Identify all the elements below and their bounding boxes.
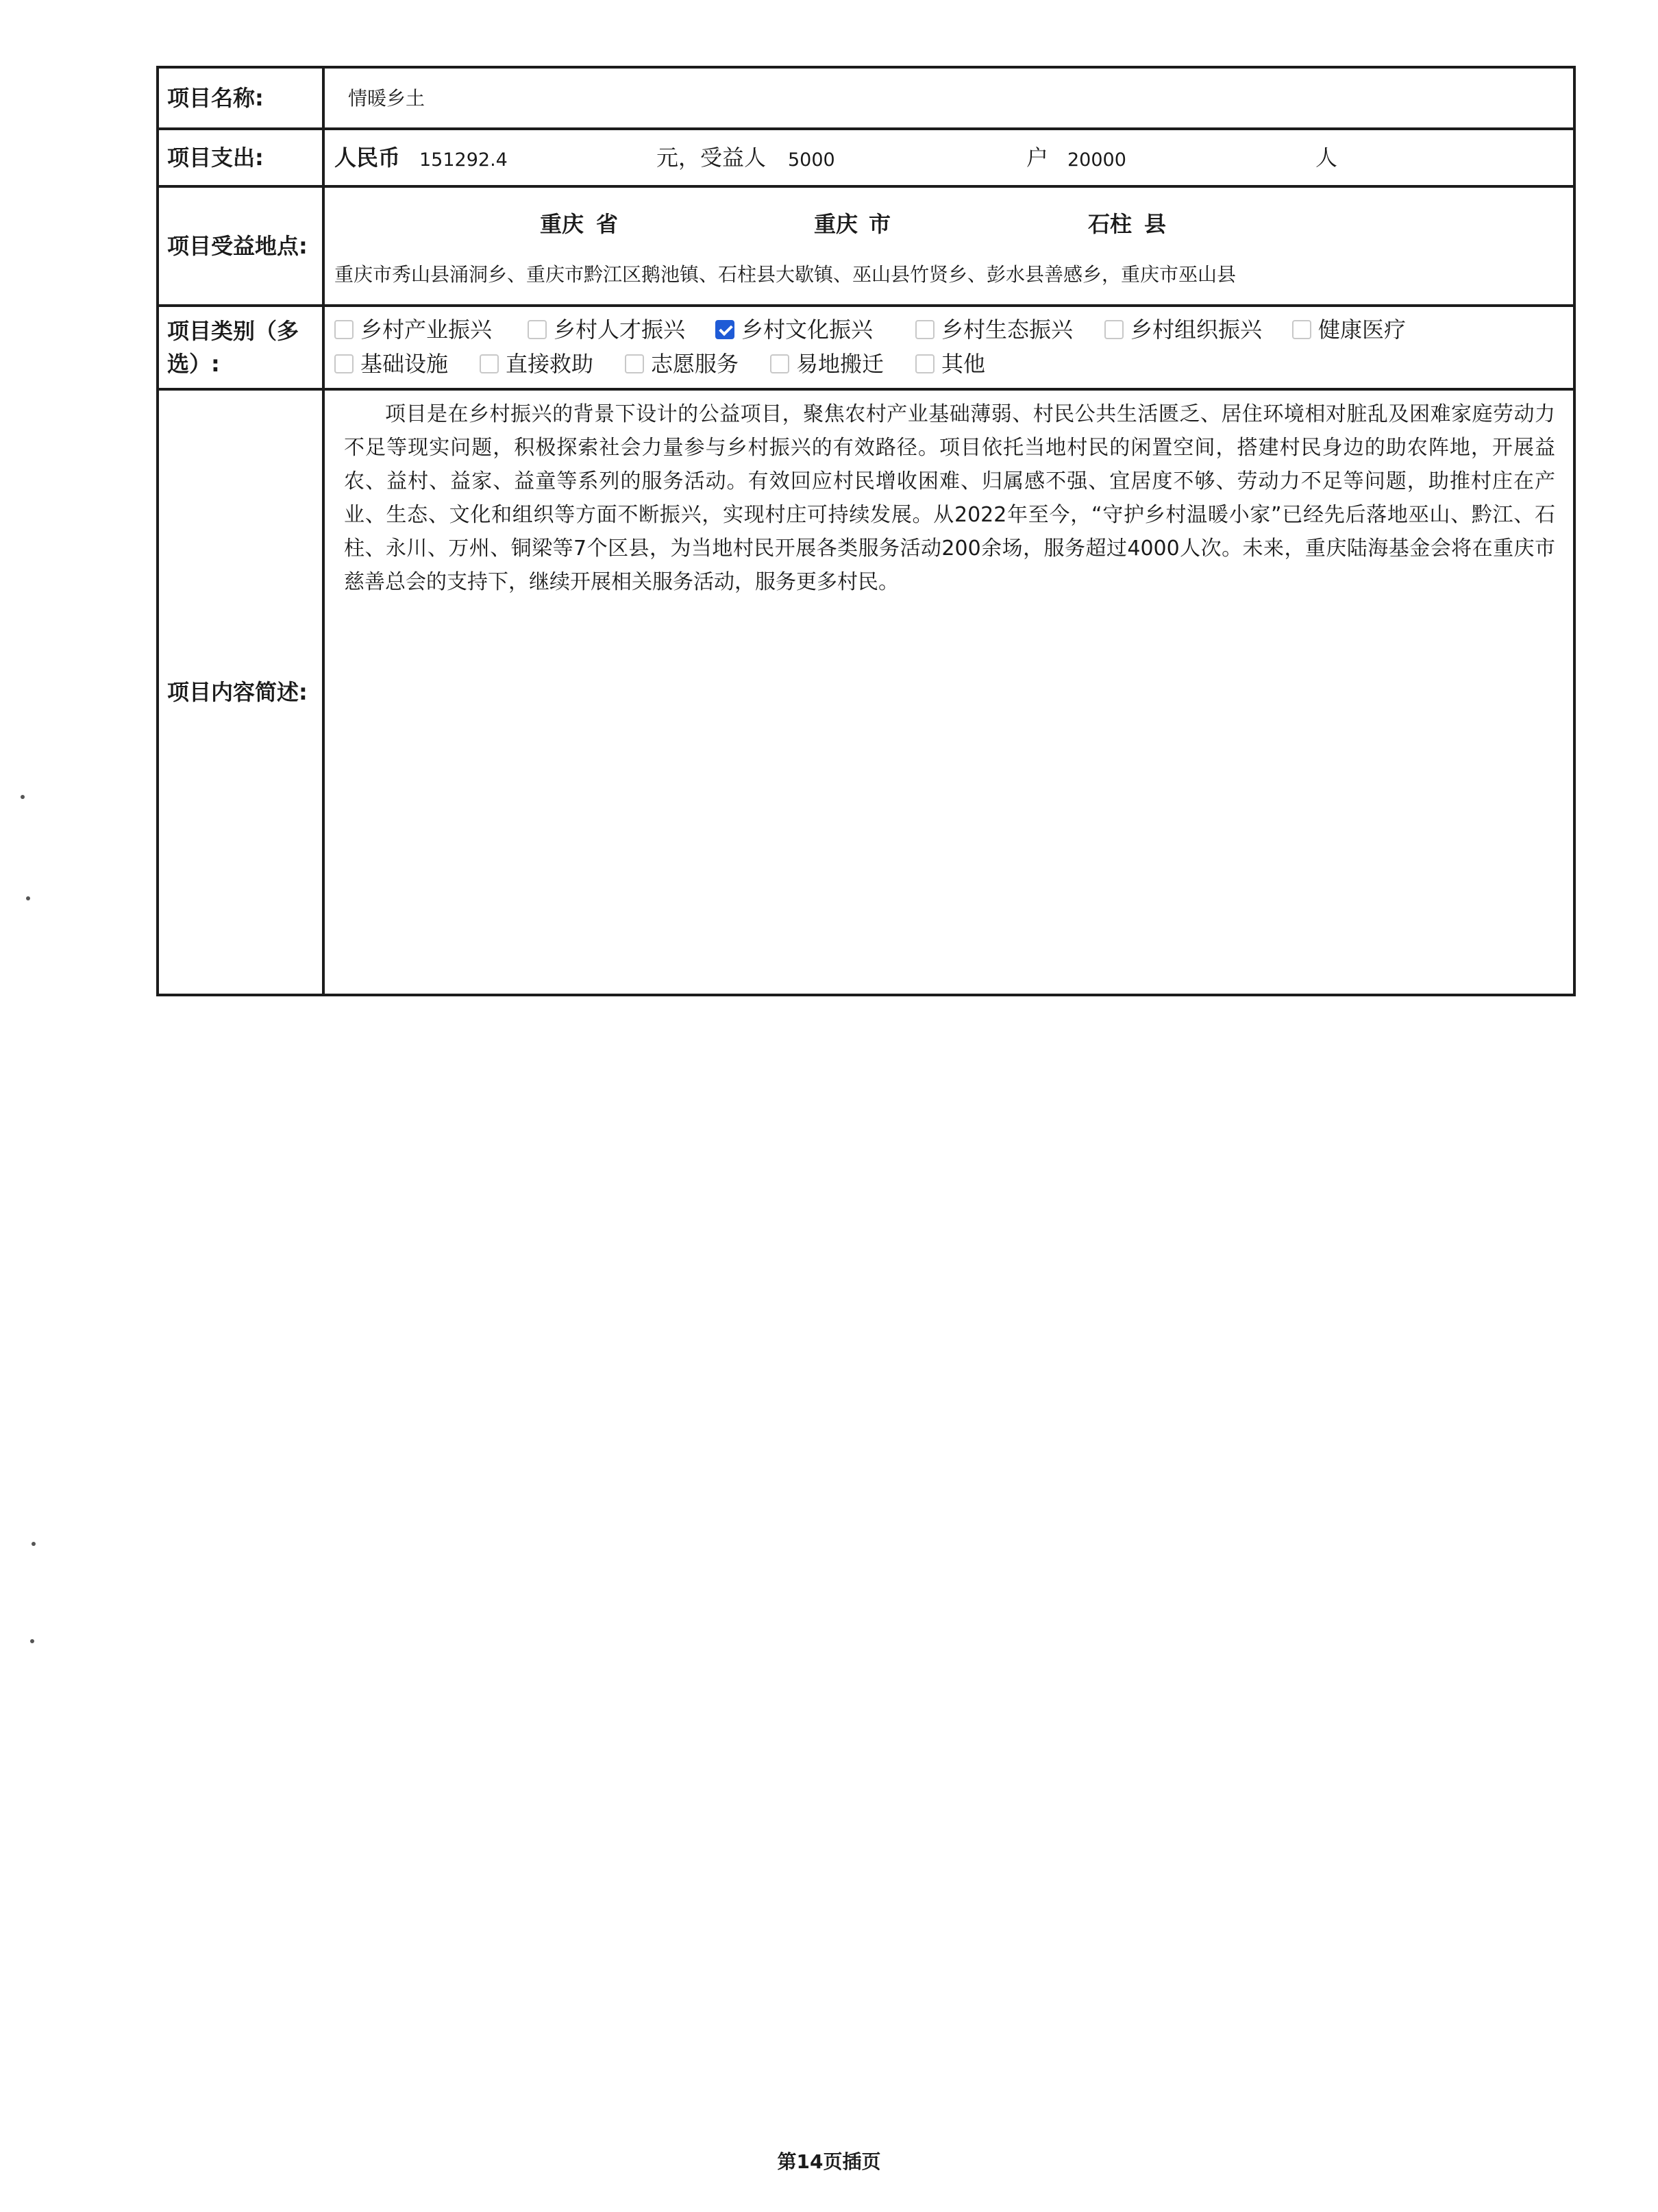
- checkbox-icon[interactable]: [625, 354, 644, 373]
- city-name: 重庆: [814, 211, 858, 237]
- project-spend-value: [323, 129, 1574, 186]
- checkbox-checked-icon[interactable]: [715, 320, 734, 339]
- scan-speck: [32, 1542, 36, 1546]
- city-unit: 市: [869, 211, 891, 237]
- project-category-row: [158, 306, 1574, 389]
- checkbox-icon[interactable]: [480, 354, 499, 373]
- category-option[interactable]: 健康医疗: [1292, 313, 1406, 346]
- currency-prefix: 人民币: [334, 145, 401, 171]
- category-option[interactable]: 其他: [915, 347, 985, 380]
- people-count: 20000: [1067, 149, 1126, 171]
- checkbox-icon[interactable]: [334, 320, 354, 339]
- scan-speck: [21, 795, 25, 799]
- project-location-value: [323, 186, 1574, 306]
- scan-speck: [26, 896, 30, 900]
- project-location-label: 项目受益地点:: [158, 186, 323, 306]
- spend-unit-beneficiaries: 元，受益人: [656, 145, 767, 171]
- project-description-value: [323, 389, 1574, 995]
- category-option[interactable]: 易地搬迁: [770, 347, 884, 380]
- category-row-2: [334, 347, 1573, 382]
- province-unit: 省: [596, 211, 619, 237]
- category-option[interactable]: 志愿服务: [625, 347, 739, 380]
- project-name-text: 情暖乡土: [348, 87, 425, 110]
- project-description-text: 项目是在乡村振兴的背景下设计的公益项目，聚焦农村产业基础薄弱、村民公共生活匮乏、居住环境相对脏乱及困难家庭劳动力不足等现实问题，积极探索社会力量参与乡村振兴的有效路径。项目依托当地村民的闲置空间，搭建村民身边的助农阵地，开展益农、益村、益家、益童等系列的服务活动。有效回应村民增收困难、归属感不强、宜居度不够、劳动力不足等问题，助推村庄在产业、生态、文化和组织等方面不断振兴，实现村庄可持续发展。从2022年至今，“守护乡村温暖小家”已经先后落地巫山、黔江、石柱、永川、万州、铜梁等7个区县，为当地村民开展各类服务活动200余场，服务超过4000人次。未来，重庆陆海基金会将在重庆市慈善总会的支持下，继续开展相关服务活动，服务更多村民。: [344, 402, 1555, 594]
- people-unit: 人: [1315, 145, 1338, 171]
- page-number-footer: 第14页插页: [777, 2150, 881, 2173]
- category-option[interactable]: 乡村组织振兴: [1104, 313, 1262, 346]
- project-description-label: 项目内容简述:: [158, 389, 323, 995]
- category-option[interactable]: 乡村生态振兴: [915, 313, 1073, 346]
- spend-amount: 151292.4: [419, 149, 508, 171]
- category-option[interactable]: 乡村产业振兴: [334, 313, 492, 346]
- checkbox-icon[interactable]: [528, 320, 547, 339]
- location-detail: 重庆市秀山县涌洞乡、重庆市黔江区鹅池镇、石柱县大歇镇、巫山县竹贤乡、彭水县善感乡，重庆市巫山县: [334, 263, 1237, 286]
- checkbox-icon[interactable]: [334, 354, 354, 373]
- category-option[interactable]: 乡村文化振兴: [715, 313, 873, 346]
- category-option[interactable]: 乡村人才振兴: [528, 313, 685, 346]
- category-option[interactable]: 直接救助: [480, 347, 593, 380]
- project-name-label: 项目名称:: [158, 67, 323, 129]
- county-unit: 县: [1144, 211, 1167, 237]
- project-name-value: [323, 67, 1574, 129]
- county-name: 石柱: [1088, 211, 1133, 237]
- scan-speck: [30, 1639, 34, 1643]
- province-name: 重庆: [540, 211, 584, 237]
- project-category-options: [323, 306, 1574, 389]
- category-option[interactable]: 基础设施: [334, 347, 448, 380]
- household-unit: 户: [1026, 145, 1049, 171]
- project-description-row: [158, 389, 1574, 995]
- project-name-row: [158, 67, 1574, 129]
- checkbox-icon[interactable]: [770, 354, 789, 373]
- category-row-1: [334, 313, 1573, 347]
- households-count: 5000: [788, 149, 835, 171]
- checkbox-icon[interactable]: [1292, 320, 1311, 339]
- project-category-label: 项目类别（多选）:: [158, 306, 323, 389]
- project-form-table: [156, 66, 1576, 996]
- checkbox-icon[interactable]: [915, 354, 935, 373]
- project-location-row: [158, 186, 1574, 306]
- project-spend-row: [158, 129, 1574, 186]
- project-spend-label: 项目支出:: [158, 129, 323, 186]
- checkbox-icon[interactable]: [915, 320, 935, 339]
- checkbox-icon[interactable]: [1104, 320, 1124, 339]
